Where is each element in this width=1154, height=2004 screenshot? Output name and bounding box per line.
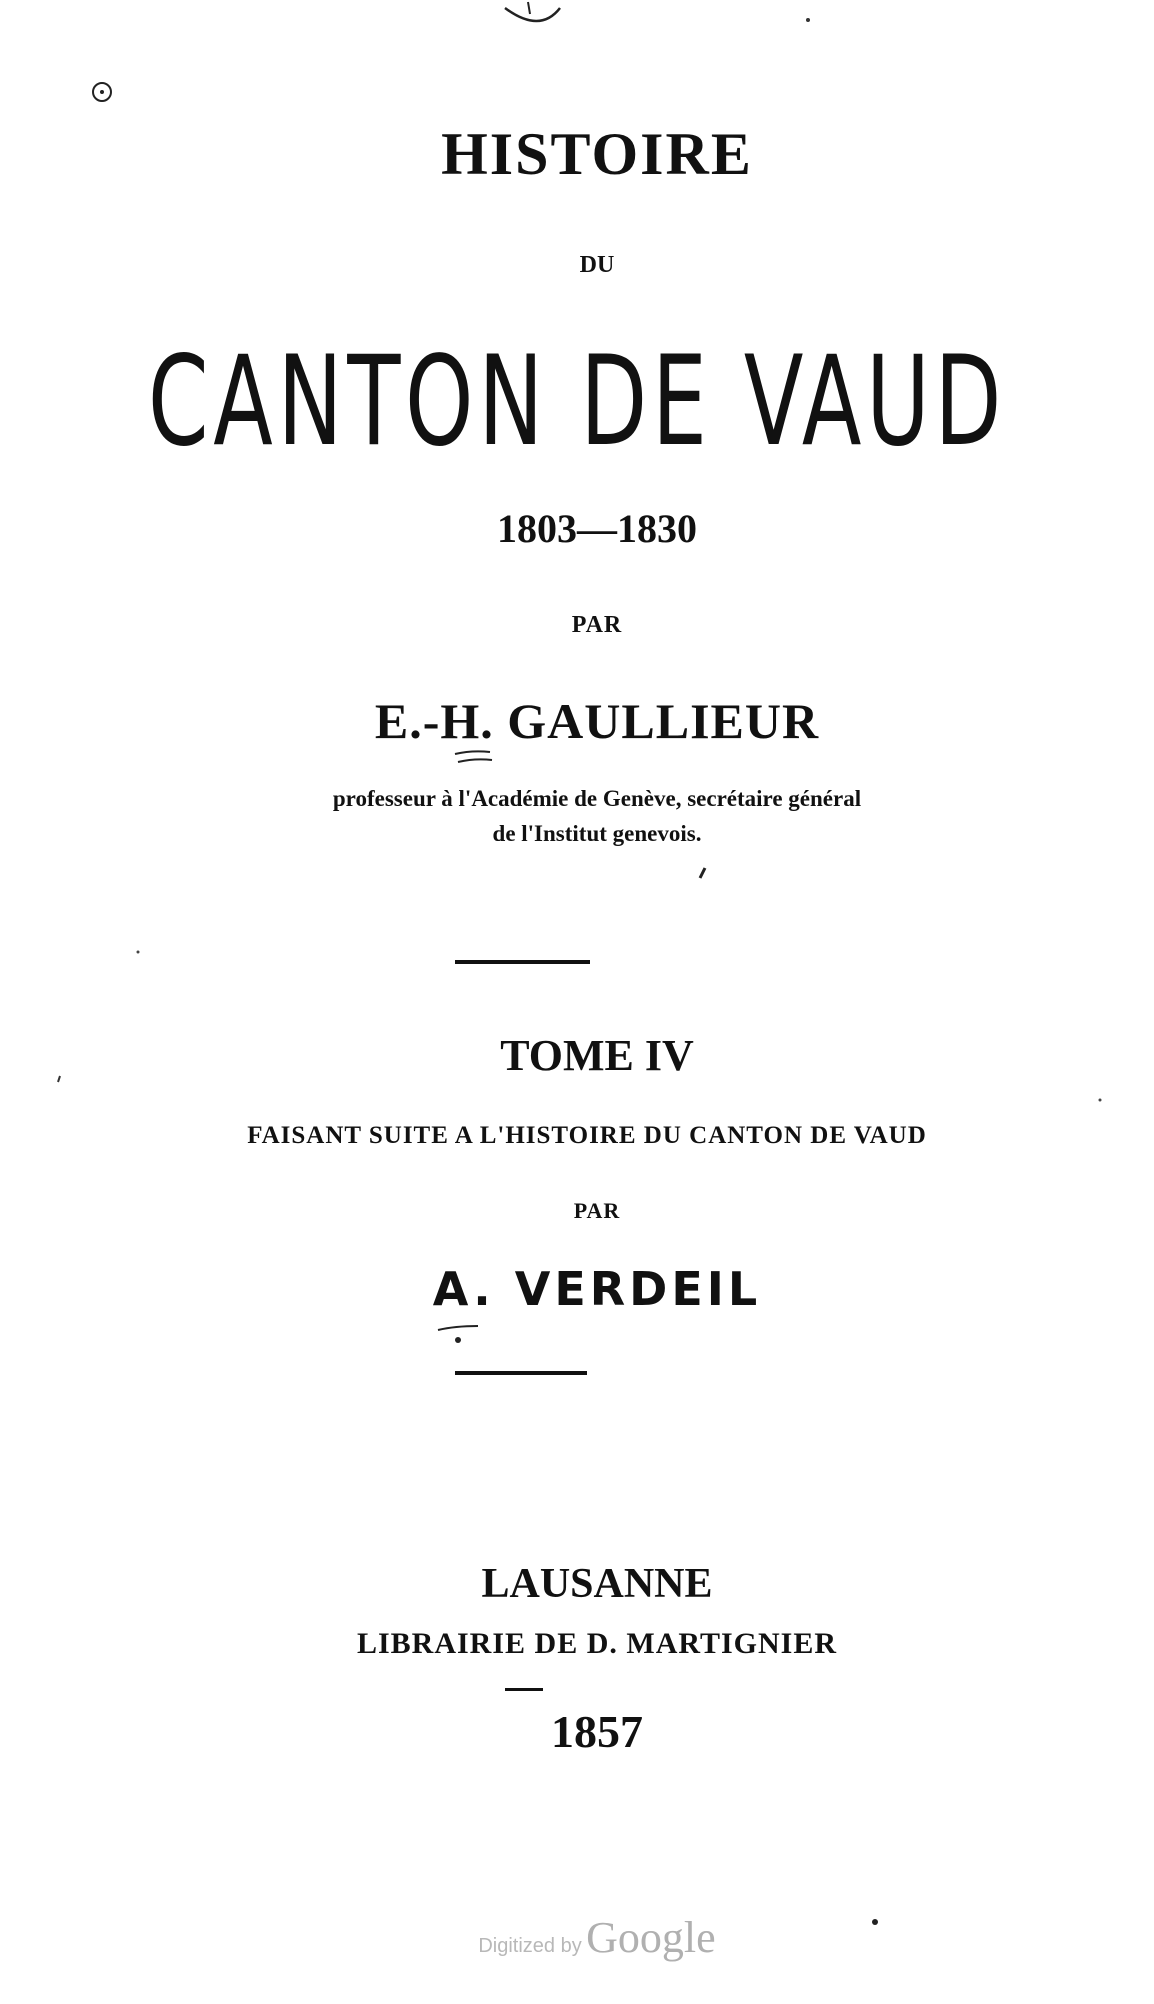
digitization-watermark: [0, 1912, 1154, 1963]
speck: [700, 868, 705, 878]
underline-mark-1: [455, 751, 492, 762]
continuation-note: FAISANT SUITE A L'HISTOIRE DU CANTON DE VAUD: [247, 1122, 927, 1149]
watermark-prefix: Digitized by: [478, 1935, 582, 1957]
book-title: HISTOIRE: [441, 121, 753, 187]
divider-rule-1: [455, 960, 590, 964]
speck: [806, 18, 810, 22]
divider-rule-3: [505, 1688, 543, 1691]
top-stamp-tick: [528, 2, 530, 14]
speck: [137, 951, 140, 954]
corner-circle-dot: [100, 90, 104, 94]
publication-city: LAUSANNE: [481, 1561, 713, 1607]
divider-rule-2: [455, 1371, 587, 1375]
author-1-affiliation-line-1: professeur à l'Académie de Genève, secrétaire général: [332, 786, 862, 811]
publisher: LIBRAIRIE DE D. MARTIGNIER: [356, 1627, 837, 1660]
speck: [455, 1337, 461, 1343]
title-connector: DU: [579, 252, 615, 278]
author-1-affiliation-line-2: de l'Institut genevois.: [492, 821, 702, 846]
by-label-1: PAR: [571, 612, 623, 638]
top-stamp-mark: [505, 8, 560, 21]
book-subject: CANTON DE VAUD: [147, 330, 1007, 474]
publication-year: 1857: [551, 1706, 643, 1757]
author-1: E.-H. GAULLIEUR: [374, 693, 820, 749]
volume-number: TOME IV: [500, 1031, 694, 1080]
date-range: 1803—1830: [497, 506, 697, 551]
author-2: A. VERDEIL: [432, 1262, 762, 1316]
speck: [1099, 1099, 1102, 1102]
by-label-2: PAR: [573, 1198, 621, 1223]
underline-mark-2: [438, 1326, 478, 1330]
google-logo-text: Google: [586, 1913, 716, 1962]
